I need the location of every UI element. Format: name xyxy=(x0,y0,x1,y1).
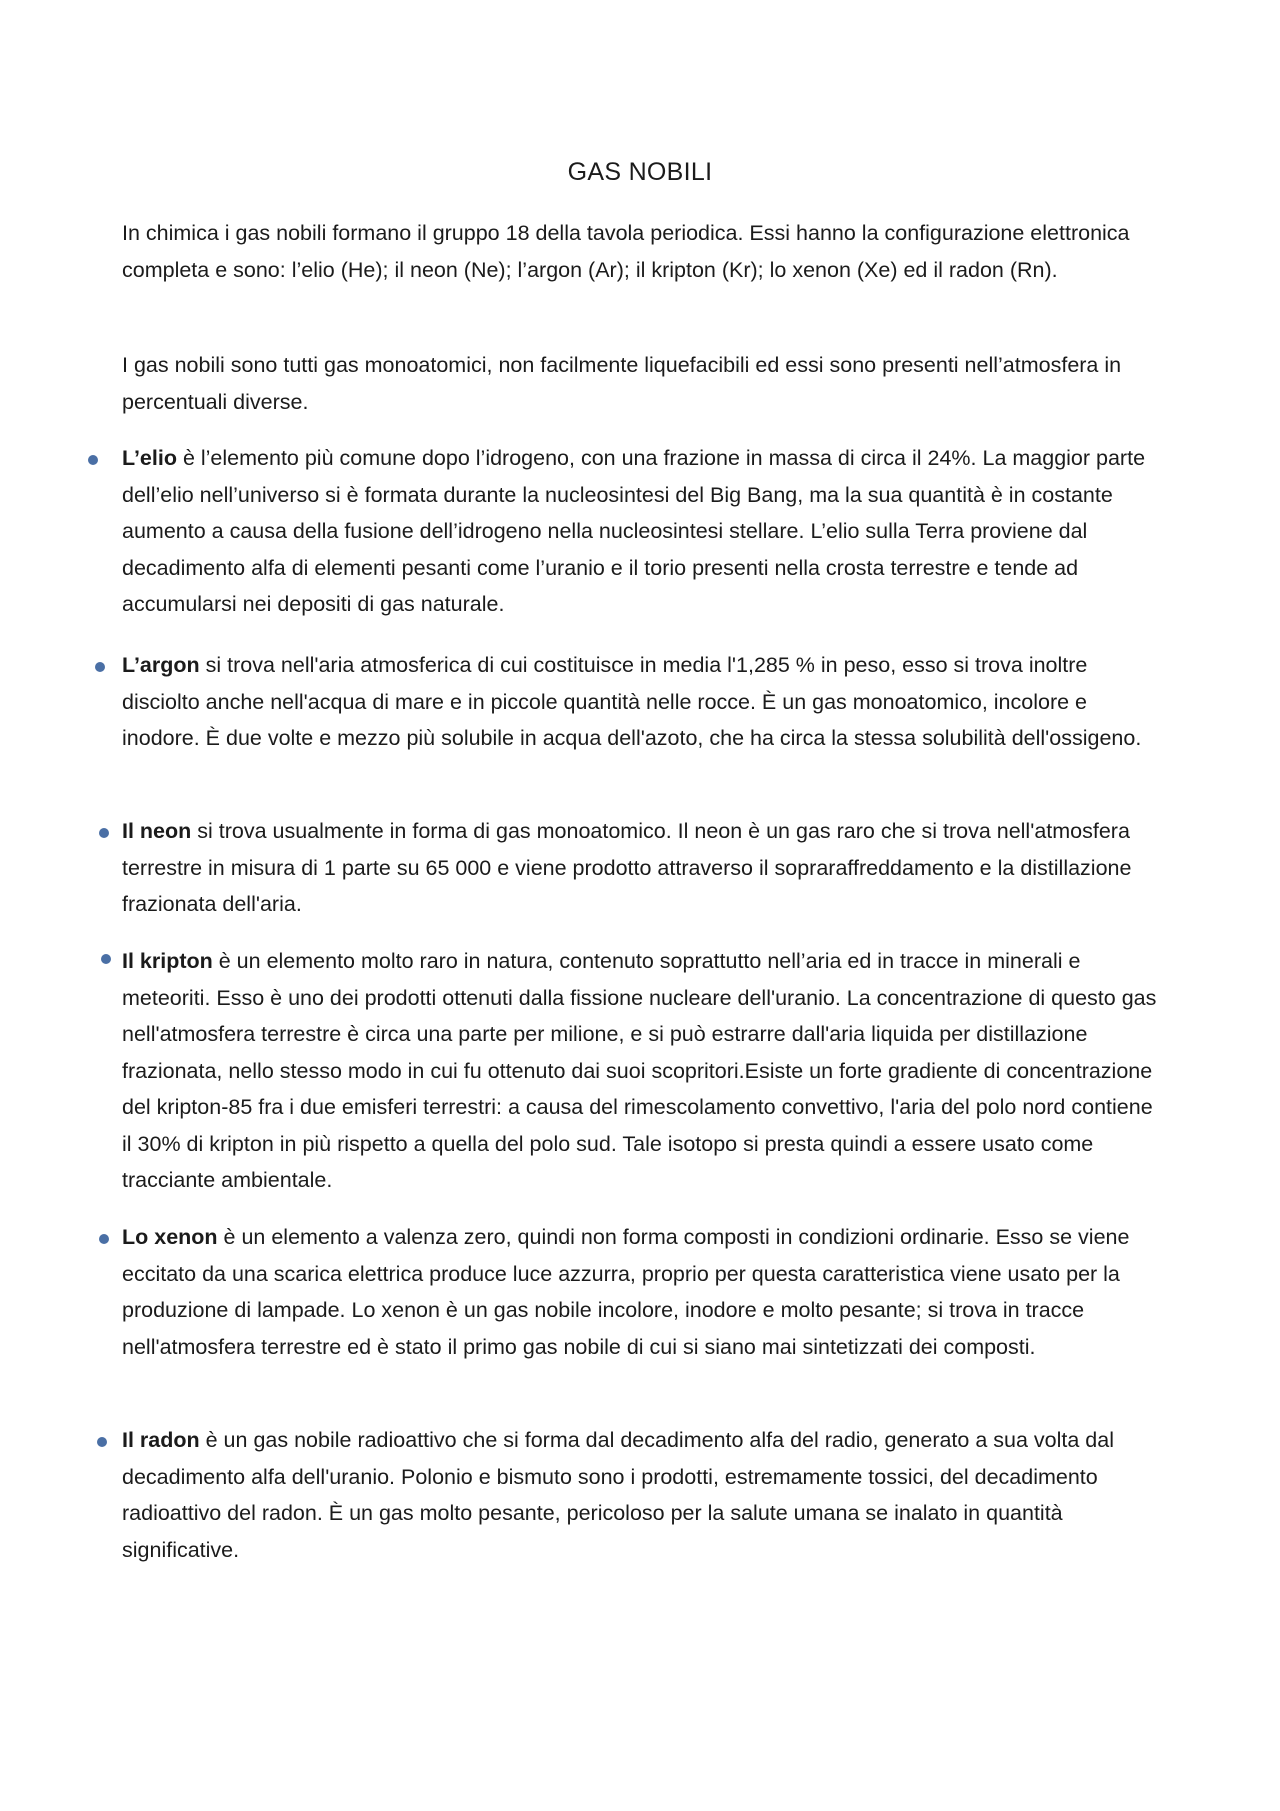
term-neon: Il neon xyxy=(122,819,192,843)
intro-paragraph-2: I gas nobili sono tutti gas monoatomici, non facilmente liquefacibili ed essi sono presenti nell’atmosfera in percentuali diverse. xyxy=(122,353,1122,414)
text-xenon: è un elemento a valenza zero, quindi non forma composti in condizioni ordinarie. Esso se viene eccitato da una scarica elettrica produce luce azzurra, proprio per questa caratteristica viene usato per la produzione di lampade. Lo xenon è un gas nobile incolore, inodore e molto pesante; si trova in tracce nell'atmosfera terrestre ed è stato il primo gas nobile di cui si siano mai sintetizzati dei composti. xyxy=(122,1225,1130,1359)
text-elio: è l’elemento più comune dopo l’idrogeno, con una frazione in massa di circa il 24%. La maggior parte dell’elio nell’universo si è formata durante la nucleosintesi del Big Bang, ma la sua quantità è in costante aumento a causa della fusione dell’idrogeno nella nucleosintesi stellare. L’elio sulla Terra proviene dal decadimento alfa di elementi pesanti come l’uranio e il torio presenti nella crosta terrestre e tende ad accumularsi nei depositi di gas naturale. xyxy=(122,446,1146,616)
text-argon: si trova nell'aria atmosferica di cui costituisce in media l'1,285 % in peso, esso si trova inoltre disciolto anche nell'acqua di mare e in piccole quantità nelle rocce. È un gas monoatomico, incolore e inodore. È due volte e mezzo più solubile in acqua dell'azoto, che ha circa la stessa solubilità dell'ossigeno. xyxy=(122,653,1142,750)
bullet-dot-icon xyxy=(99,828,109,838)
text-kripton: è un elemento molto raro in natura, contenuto soprattutto nell’aria ed in tracce in minerali e meteoriti. Esso è uno dei prodotti ottenuti dalla fissione nucleare dell'uranio. La concentrazione di questo gas nell'atmosfera terrestre è circa una parte per milione, e si può estrarre dall'aria liquida per distillazione frazionata, nello stesso modo in cui fu ottenuto dai suoi scopritori.Esiste un forte gradiente di concentrazione del kripton-85 fra i due emisferi terrestri: a causa del rimescolamento convettivo, l'aria del polo nord contiene il 30% di kripton in più rispetto a quella del polo sud. Tale isotopo si presta quindi a essere usato come tracciante ambientale. xyxy=(122,949,1157,1192)
page-title: GAS NOBILI xyxy=(567,158,713,186)
term-elio: L’elio xyxy=(122,446,177,470)
bullet-item-neon xyxy=(122,813,1167,923)
bullet-dot-icon xyxy=(101,954,111,964)
text-neon: si trova usualmente in forma di gas monoatomico. Il neon è un gas raro che si trova nell'atmosfera terrestre in misura di 1 parte su 65 000 e viene prodotto attraverso il sopraraffreddamento e la distillazione frazionata dell'aria. xyxy=(122,819,1132,916)
term-xenon: Lo xenon xyxy=(122,1225,218,1249)
term-kripton: Il kripton xyxy=(122,949,213,973)
intro-paragraph-1: In chimica i gas nobili formano il gruppo 18 della tavola periodica. Essi hanno la configurazione elettronica completa e sono: l’elio (He); il neon (Ne); l’argon (Ar); il kripton (Kr); lo xenon (Xe) ed il radon (Rn). xyxy=(122,221,1130,282)
bullet-dot-icon xyxy=(99,1234,109,1244)
text-radon: è un gas nobile radioattivo che si forma dal decadimento alfa del radio, generato a sua volta dal decadimento alfa dell'uranio. Polonio e bismuto sono i prodotti, estremamente tossici, del decadimento radioattivo del radon. È un gas molto pesante, pericoloso per la salute umana se inalato in quantità significative. xyxy=(122,1428,1114,1562)
bullet-item-argon xyxy=(122,647,1167,757)
term-argon: L’argon xyxy=(122,653,200,677)
bullet-dot-icon xyxy=(97,1437,107,1447)
bullet-item-kripton xyxy=(122,943,1167,1199)
bullet-dot-icon xyxy=(95,662,105,672)
bullet-item-xenon xyxy=(122,1219,1167,1365)
bullet-item-radon xyxy=(122,1422,1167,1568)
bullet-dot-icon xyxy=(88,455,98,465)
term-radon: Il radon xyxy=(122,1428,200,1452)
bullet-item-elio xyxy=(122,440,1167,623)
